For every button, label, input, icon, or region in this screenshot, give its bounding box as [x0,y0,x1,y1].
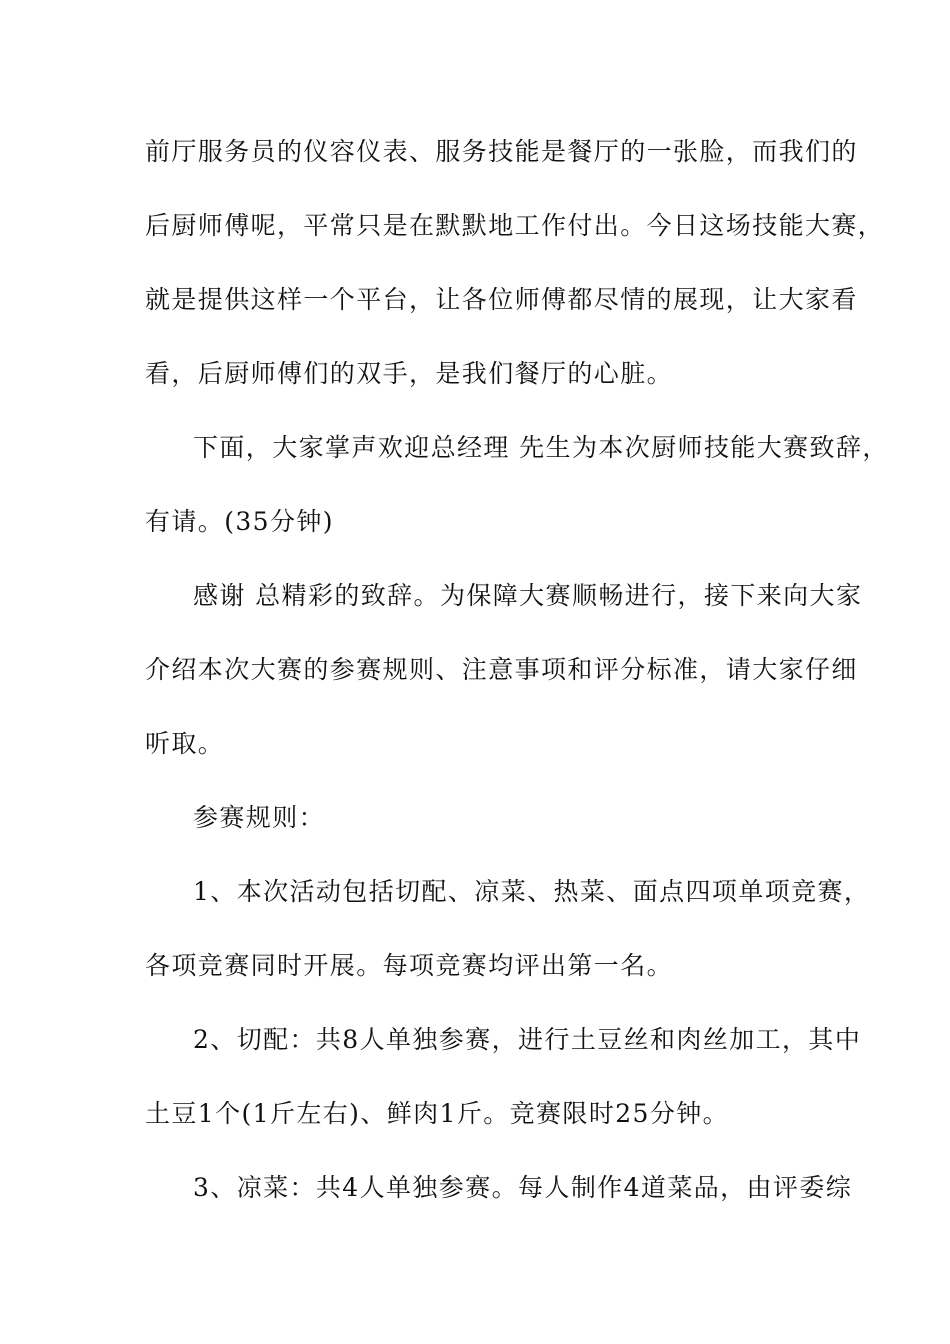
paragraph-line: 土豆1个(1斤左右)、鲜肉1斤。竞赛限时25分钟。 [145,1099,730,1128]
paragraph-line: 就是提供这样一个平台，让各位师傅都尽情的展现，让大家看 [145,285,858,314]
paragraph-line: 前厅服务员的仪容仪表、服务技能是餐厅的一张脸，而我们的 [145,137,858,166]
paragraph-line: 看，后厨师傅们的双手，是我们餐厅的心脏。 [145,359,674,388]
section-heading: 参赛规则： [193,803,326,832]
paragraph-line: 听取。 [145,729,225,758]
paragraph-line: 1、本次活动包括切配、凉菜、热菜、面点四项单项竞赛， [193,877,871,906]
paragraph-line: 各项竞赛同时开展。每项竞赛均评出第一名。 [145,951,674,980]
paragraph-line: 介绍本次大赛的参赛规则、注意事项和评分标准，请大家仔细 [145,655,858,684]
paragraph-line: 2、切配：共8人单独参赛，进行土豆丝和肉丝加工，其中 [193,1025,862,1054]
paragraph-line: 后厨师傅呢，平常只是在默默地工作付出。今日这场技能大赛， [145,211,885,240]
paragraph-line: 下面，大家掌声欢迎总经理 先生为本次厨师技能大赛致辞， [193,433,889,462]
paragraph-line: 3、凉菜：共4人单独参赛。每人制作4道菜品，由评委综 [193,1173,853,1202]
paragraph-line: 有请。(35分钟) [145,507,334,536]
paragraph-line: 感谢 总精彩的致辞。为保障大赛顺畅进行，接下来向大家 [193,581,863,610]
